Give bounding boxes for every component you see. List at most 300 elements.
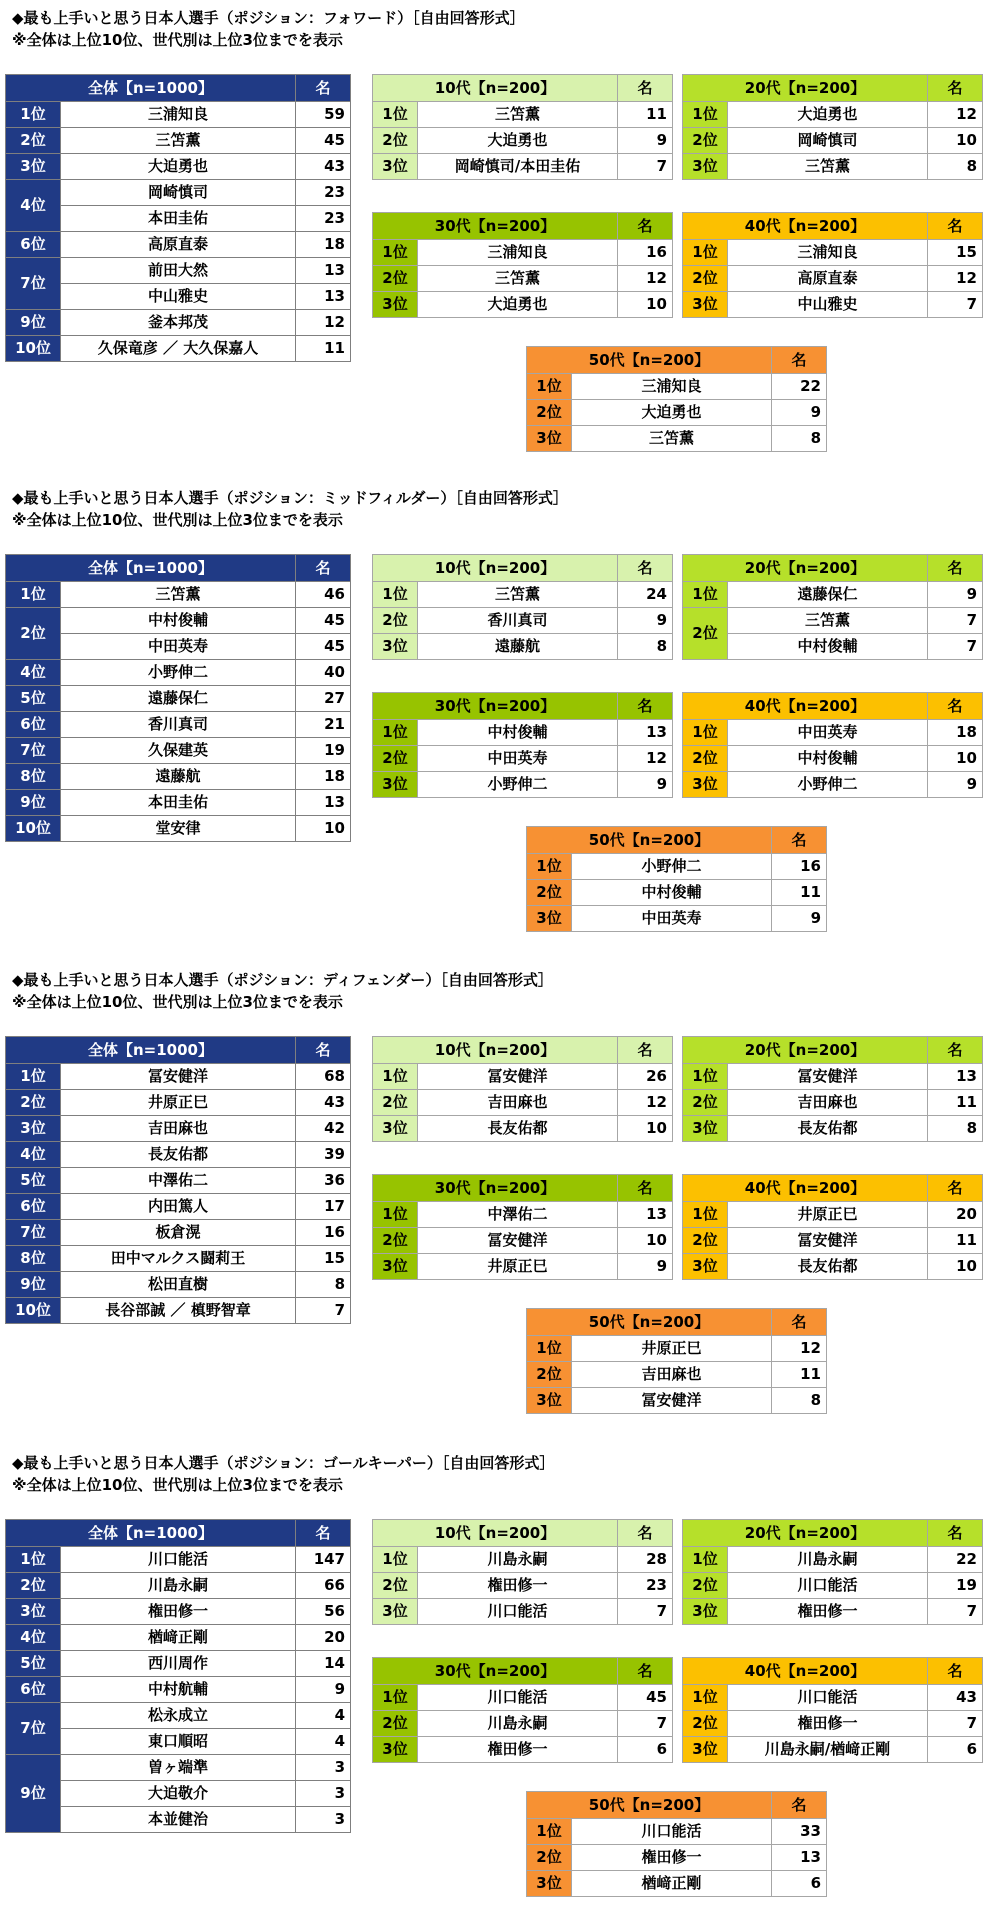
rank-cell: 9位 xyxy=(6,310,61,336)
count-cell: 18 xyxy=(296,232,351,258)
table-header-row xyxy=(683,75,983,102)
thirties-ranking-table xyxy=(372,692,673,798)
table-header-row xyxy=(373,693,673,720)
count-cell: 45 xyxy=(618,1685,673,1711)
table-row xyxy=(373,1202,673,1228)
count-cell: 28 xyxy=(618,1547,673,1573)
table-header-unit: 名 xyxy=(618,1658,673,1685)
player-name-cell: 岡崎慎司 xyxy=(728,128,928,154)
table-row xyxy=(373,1116,673,1142)
table-row xyxy=(6,1625,351,1651)
fifties-ranking-table xyxy=(526,826,827,932)
count-cell: 8 xyxy=(928,1116,983,1142)
rank-cell: 3位 xyxy=(373,292,418,318)
count-cell: 11 xyxy=(772,1362,827,1388)
player-name-cell: 井原正巳 xyxy=(572,1336,772,1362)
rank-cell: 2位 xyxy=(373,1711,418,1737)
rank-cell: 2位 xyxy=(373,1573,418,1599)
table-row xyxy=(683,154,983,180)
count-cell: 8 xyxy=(772,426,827,452)
rank-cell: 2位 xyxy=(683,746,728,772)
rank-cell: 1位 xyxy=(683,720,728,746)
table-row xyxy=(6,258,351,284)
rank-cell: 1位 xyxy=(373,1064,418,1090)
rank-cell: 2位 xyxy=(683,1573,728,1599)
count-cell: 14 xyxy=(296,1651,351,1677)
rank-cell: 10位 xyxy=(6,1298,61,1324)
count-cell: 12 xyxy=(618,746,673,772)
count-cell: 20 xyxy=(928,1202,983,1228)
table-row xyxy=(373,1573,673,1599)
table-row xyxy=(683,1116,983,1142)
count-cell: 18 xyxy=(296,764,351,790)
table-header-row xyxy=(373,1520,673,1547)
fifties-ranking-table xyxy=(526,1308,827,1414)
table-row xyxy=(6,1755,351,1781)
table-header-unit: 名 xyxy=(772,1309,827,1336)
rank-cell: 4位 xyxy=(6,180,61,232)
count-cell: 42 xyxy=(296,1116,351,1142)
count-cell: 9 xyxy=(296,1677,351,1703)
table-header-row xyxy=(373,75,673,102)
rank-cell: 2位 xyxy=(683,608,728,660)
player-name-cell: 小野伸二 xyxy=(61,660,296,686)
table-row xyxy=(6,608,351,634)
rank-cell: 2位 xyxy=(527,1845,572,1871)
table-header-label: 20代【n=200】 xyxy=(683,1520,928,1547)
table-row xyxy=(683,128,983,154)
rank-cell: 2位 xyxy=(373,608,418,634)
table-row xyxy=(683,720,983,746)
player-name-cell: 権田修一 xyxy=(572,1845,772,1871)
count-cell: 36 xyxy=(296,1168,351,1194)
table-header-unit: 名 xyxy=(296,75,351,102)
table-row xyxy=(373,634,673,660)
player-name-cell: 権田修一 xyxy=(728,1711,928,1737)
count-cell: 7 xyxy=(928,292,983,318)
player-name-cell: 三笘薫 xyxy=(728,154,928,180)
player-name-cell: 吉田麻也 xyxy=(572,1362,772,1388)
rank-cell: 8位 xyxy=(6,764,61,790)
table-row xyxy=(373,1547,673,1573)
player-name-cell: 大迫勇也 xyxy=(572,400,772,426)
rank-cell: 3位 xyxy=(373,1254,418,1280)
count-cell: 7 xyxy=(928,1599,983,1625)
player-name-cell: 長友佑都 xyxy=(61,1142,296,1168)
player-name-cell: 中山雅史 xyxy=(61,284,296,310)
table-header-row xyxy=(527,1792,827,1819)
table-row xyxy=(6,816,351,842)
rank-cell: 2位 xyxy=(373,266,418,292)
rank-cell: 3位 xyxy=(373,634,418,660)
rank-cell: 9位 xyxy=(6,790,61,816)
count-cell: 3 xyxy=(296,1755,351,1781)
rank-cell: 8位 xyxy=(6,1246,61,1272)
rank-cell: 2位 xyxy=(683,128,728,154)
table-row xyxy=(527,906,827,932)
table-row xyxy=(6,582,351,608)
table-header-row xyxy=(683,1175,983,1202)
count-cell: 12 xyxy=(618,1090,673,1116)
player-name-cell: 長友佑都 xyxy=(728,1254,928,1280)
section-heading xyxy=(12,8,525,52)
forties-ranking-table xyxy=(682,212,983,318)
count-cell: 13 xyxy=(772,1845,827,1871)
table-header-label: 全体【n=1000】 xyxy=(6,555,296,582)
rank-cell: 3位 xyxy=(683,1116,728,1142)
table-row xyxy=(373,1737,673,1763)
teens-ranking-table xyxy=(372,1519,673,1625)
player-name-cell: 本田圭佑 xyxy=(61,790,296,816)
table-header-row xyxy=(683,213,983,240)
thirties-ranking-table xyxy=(372,1657,673,1763)
table-header-row xyxy=(683,555,983,582)
table-row xyxy=(373,1254,673,1280)
player-name-cell: 井原正巳 xyxy=(418,1254,618,1280)
player-name-cell: 前田大然 xyxy=(61,258,296,284)
player-name-cell: 小野伸二 xyxy=(572,854,772,880)
table-header-unit: 名 xyxy=(618,1037,673,1064)
count-cell: 16 xyxy=(618,240,673,266)
rank-cell: 1位 xyxy=(373,102,418,128)
rank-cell: 10位 xyxy=(6,336,61,362)
table-header-label: 40代【n=200】 xyxy=(683,693,928,720)
count-cell: 7 xyxy=(618,154,673,180)
player-name-cell: 岡崎慎司 xyxy=(61,180,296,206)
table-header-label: 全体【n=1000】 xyxy=(6,1037,296,1064)
count-cell: 12 xyxy=(772,1336,827,1362)
table-row xyxy=(373,582,673,608)
table-header-label: 全体【n=1000】 xyxy=(6,1520,296,1547)
table-header-row xyxy=(527,1309,827,1336)
rank-cell: 1位 xyxy=(683,1547,728,1573)
player-name-cell: 三浦知良 xyxy=(728,240,928,266)
table-row xyxy=(6,102,351,128)
table-header-row xyxy=(683,1037,983,1064)
table-header-row xyxy=(373,213,673,240)
player-name-cell: 中田英寿 xyxy=(61,634,296,660)
table-row xyxy=(527,426,827,452)
rank-cell: 1位 xyxy=(683,240,728,266)
table-header-label: 20代【n=200】 xyxy=(683,555,928,582)
player-name-cell: 高原直泰 xyxy=(61,232,296,258)
player-name-cell: 中田英寿 xyxy=(418,746,618,772)
table-header-label: 10代【n=200】 xyxy=(373,1520,618,1547)
count-cell: 7 xyxy=(928,634,983,660)
player-name-cell: 吉田麻也 xyxy=(728,1090,928,1116)
rank-cell: 3位 xyxy=(6,1599,61,1625)
count-cell: 147 xyxy=(296,1547,351,1573)
player-name-cell: 大迫勇也 xyxy=(728,102,928,128)
table-row xyxy=(6,154,351,180)
table-header-row xyxy=(527,827,827,854)
count-cell: 9 xyxy=(618,128,673,154)
count-cell: 9 xyxy=(618,772,673,798)
table-header-row xyxy=(373,1658,673,1685)
count-cell: 19 xyxy=(928,1573,983,1599)
player-name-cell: 中村俊輔 xyxy=(572,880,772,906)
thirties-ranking-table xyxy=(372,212,673,318)
table-row xyxy=(6,1703,351,1729)
rank-cell: 6位 xyxy=(6,712,61,738)
player-name-cell: 楢﨑正剛 xyxy=(61,1625,296,1651)
table-row xyxy=(6,764,351,790)
count-cell: 7 xyxy=(618,1599,673,1625)
count-cell: 39 xyxy=(296,1142,351,1168)
player-name-cell: 中村俊輔 xyxy=(728,634,928,660)
rank-cell: 2位 xyxy=(6,1090,61,1116)
rank-cell: 1位 xyxy=(683,102,728,128)
count-cell: 66 xyxy=(296,1573,351,1599)
overall-ranking-table xyxy=(5,74,351,362)
table-row xyxy=(373,720,673,746)
rank-cell: 1位 xyxy=(373,1202,418,1228)
table-row xyxy=(373,1711,673,1737)
table-row xyxy=(373,1685,673,1711)
rank-cell: 1位 xyxy=(527,854,572,880)
count-cell: 13 xyxy=(618,720,673,746)
forties-ranking-table xyxy=(682,1174,983,1280)
table-row xyxy=(683,1685,983,1711)
count-cell: 9 xyxy=(618,1254,673,1280)
count-cell: 20 xyxy=(296,1625,351,1651)
teens-ranking-table xyxy=(372,554,673,660)
rank-cell: 1位 xyxy=(373,1547,418,1573)
table-row xyxy=(527,1336,827,1362)
table-row xyxy=(6,1168,351,1194)
table-header-row xyxy=(6,1520,351,1547)
rank-cell: 3位 xyxy=(527,1871,572,1897)
count-cell: 24 xyxy=(618,582,673,608)
table-row xyxy=(6,686,351,712)
table-header-unit: 名 xyxy=(296,555,351,582)
rank-cell: 7位 xyxy=(6,1220,61,1246)
count-cell: 21 xyxy=(296,712,351,738)
rank-cell: 9位 xyxy=(6,1272,61,1298)
table-row xyxy=(373,102,673,128)
fifties-ranking-table xyxy=(526,1791,827,1897)
player-name-cell: 川島永嗣 xyxy=(418,1547,618,1573)
player-name-cell: 冨安健洋 xyxy=(572,1388,772,1414)
table-row xyxy=(683,1228,983,1254)
rank-cell: 1位 xyxy=(683,1202,728,1228)
rank-cell: 2位 xyxy=(373,128,418,154)
section-note: ※全体は上位10位、世代別は上位3位までを表示 xyxy=(12,1476,343,1494)
player-name-cell: 長友佑都 xyxy=(728,1116,928,1142)
table-row xyxy=(527,1871,827,1897)
table-row xyxy=(683,746,983,772)
table-row xyxy=(683,1202,983,1228)
player-name-cell: 川口能活 xyxy=(572,1819,772,1845)
count-cell: 10 xyxy=(296,816,351,842)
overall-ranking-table xyxy=(5,554,351,842)
player-name-cell: 田中マルクス闘莉王 xyxy=(61,1246,296,1272)
player-name-cell: 長友佑都 xyxy=(418,1116,618,1142)
table-row xyxy=(6,1194,351,1220)
table-row xyxy=(6,1651,351,1677)
rank-cell: 3位 xyxy=(6,1116,61,1142)
table-row xyxy=(6,1272,351,1298)
rank-cell: 1位 xyxy=(6,1547,61,1573)
rank-cell: 9位 xyxy=(6,1755,61,1833)
rank-cell: 1位 xyxy=(683,1685,728,1711)
count-cell: 22 xyxy=(928,1547,983,1573)
twenties-ranking-table xyxy=(682,554,983,660)
player-name-cell: 中村俊輔 xyxy=(728,746,928,772)
table-row xyxy=(373,128,673,154)
player-name-cell: 権田修一 xyxy=(61,1599,296,1625)
player-name-cell: 吉田麻也 xyxy=(61,1116,296,1142)
count-cell: 15 xyxy=(296,1246,351,1272)
rank-cell: 2位 xyxy=(527,1362,572,1388)
rank-cell: 1位 xyxy=(6,582,61,608)
rank-cell: 5位 xyxy=(6,1168,61,1194)
player-name-cell: 内田篤人 xyxy=(61,1194,296,1220)
player-name-cell: 権田修一 xyxy=(728,1599,928,1625)
rank-cell: 3位 xyxy=(683,292,728,318)
rank-cell: 1位 xyxy=(373,582,418,608)
player-name-cell: 大迫敬介 xyxy=(61,1781,296,1807)
count-cell: 12 xyxy=(928,266,983,292)
table-header-row xyxy=(683,1520,983,1547)
table-row xyxy=(6,1220,351,1246)
count-cell: 43 xyxy=(296,154,351,180)
player-name-cell: 中村俊輔 xyxy=(61,608,296,634)
table-row xyxy=(6,1064,351,1090)
table-header-label: 40代【n=200】 xyxy=(683,213,928,240)
teens-ranking-table xyxy=(372,1036,673,1142)
rank-cell: 1位 xyxy=(527,374,572,400)
rank-cell: 4位 xyxy=(6,1142,61,1168)
rank-cell: 1位 xyxy=(683,582,728,608)
rank-cell: 2位 xyxy=(683,1228,728,1254)
table-row xyxy=(683,1573,983,1599)
count-cell: 27 xyxy=(296,686,351,712)
count-cell: 12 xyxy=(296,310,351,336)
count-cell: 45 xyxy=(296,608,351,634)
table-row xyxy=(683,266,983,292)
table-row xyxy=(683,1547,983,1573)
player-name-cell: 遠藤航 xyxy=(418,634,618,660)
section-heading xyxy=(12,970,553,1014)
table-row xyxy=(6,790,351,816)
count-cell: 10 xyxy=(618,292,673,318)
table-header-row xyxy=(6,75,351,102)
table-header-label: 30代【n=200】 xyxy=(373,693,618,720)
table-header-unit: 名 xyxy=(928,693,983,720)
table-header-unit: 名 xyxy=(928,75,983,102)
count-cell: 56 xyxy=(296,1599,351,1625)
count-cell: 9 xyxy=(772,400,827,426)
table-header-unit: 名 xyxy=(618,213,673,240)
player-name-cell: 冨安健洋 xyxy=(61,1064,296,1090)
count-cell: 59 xyxy=(296,102,351,128)
player-name-cell: 大迫勇也 xyxy=(61,154,296,180)
teens-ranking-table xyxy=(372,74,673,180)
rank-cell: 1位 xyxy=(683,1064,728,1090)
player-name-cell: 中澤佑二 xyxy=(418,1202,618,1228)
count-cell: 7 xyxy=(296,1298,351,1324)
player-name-cell: 堂安律 xyxy=(61,816,296,842)
count-cell: 68 xyxy=(296,1064,351,1090)
table-header-label: 10代【n=200】 xyxy=(373,75,618,102)
twenties-ranking-table xyxy=(682,1519,983,1625)
table-row xyxy=(683,1254,983,1280)
player-name-cell: 川口能活 xyxy=(728,1573,928,1599)
table-header-label: 10代【n=200】 xyxy=(373,555,618,582)
player-name-cell: 三浦知良 xyxy=(418,240,618,266)
count-cell: 11 xyxy=(928,1228,983,1254)
table-header-label: 全体【n=1000】 xyxy=(6,75,296,102)
table-row xyxy=(6,1599,351,1625)
rank-cell: 2位 xyxy=(6,608,61,660)
rank-cell: 1位 xyxy=(373,240,418,266)
count-cell: 11 xyxy=(296,336,351,362)
table-row xyxy=(683,608,983,634)
table-row xyxy=(527,1845,827,1871)
table-header-unit: 名 xyxy=(772,347,827,374)
player-name-cell: 川島永嗣 xyxy=(61,1573,296,1599)
rank-cell: 3位 xyxy=(683,1254,728,1280)
rank-cell: 3位 xyxy=(527,906,572,932)
rank-cell: 4位 xyxy=(6,660,61,686)
rank-cell: 7位 xyxy=(6,738,61,764)
player-name-cell: 大迫勇也 xyxy=(418,128,618,154)
count-cell: 9 xyxy=(618,608,673,634)
player-name-cell: 三浦知良 xyxy=(61,102,296,128)
table-row xyxy=(6,1090,351,1116)
player-name-cell: 釜本邦茂 xyxy=(61,310,296,336)
table-row xyxy=(683,1064,983,1090)
table-header-unit: 名 xyxy=(296,1037,351,1064)
player-name-cell: 遠藤航 xyxy=(61,764,296,790)
count-cell: 4 xyxy=(296,1703,351,1729)
forties-ranking-table xyxy=(682,692,983,798)
table-header-row xyxy=(373,555,673,582)
section-title: ◆最も上手いと思う日本人選手（ポジション：フォワード）［自由回答形式］ xyxy=(12,9,525,27)
rank-cell: 3位 xyxy=(683,154,728,180)
count-cell: 33 xyxy=(772,1819,827,1845)
table-header-unit: 名 xyxy=(618,1520,673,1547)
count-cell: 10 xyxy=(928,1254,983,1280)
table-row xyxy=(6,1573,351,1599)
player-name-cell: 東口順昭 xyxy=(61,1729,296,1755)
table-header-unit: 名 xyxy=(618,75,673,102)
player-name-cell: 久保竜彦 ／ 大久保嘉人 xyxy=(61,336,296,362)
count-cell: 43 xyxy=(296,1090,351,1116)
player-name-cell: 香川真司 xyxy=(418,608,618,634)
player-name-cell: 冨安健洋 xyxy=(728,1064,928,1090)
table-row xyxy=(527,374,827,400)
table-row xyxy=(683,634,983,660)
rank-cell: 2位 xyxy=(373,746,418,772)
rank-cell: 2位 xyxy=(683,266,728,292)
table-row xyxy=(6,1677,351,1703)
rank-cell: 2位 xyxy=(373,1090,418,1116)
count-cell: 23 xyxy=(618,1573,673,1599)
section-title: ◆最も上手いと思う日本人選手（ポジション：ミッドフィルダー）［自由回答形式］ xyxy=(12,489,568,507)
player-name-cell: 板倉滉 xyxy=(61,1220,296,1246)
count-cell: 9 xyxy=(928,772,983,798)
rank-cell: 7位 xyxy=(6,258,61,310)
table-header-label: 20代【n=200】 xyxy=(683,75,928,102)
rank-cell: 1位 xyxy=(373,1685,418,1711)
table-header-label: 50代【n=200】 xyxy=(527,347,772,374)
rank-cell: 6位 xyxy=(6,232,61,258)
overall-ranking-table xyxy=(5,1519,351,1833)
count-cell: 40 xyxy=(296,660,351,686)
table-row xyxy=(6,1142,351,1168)
